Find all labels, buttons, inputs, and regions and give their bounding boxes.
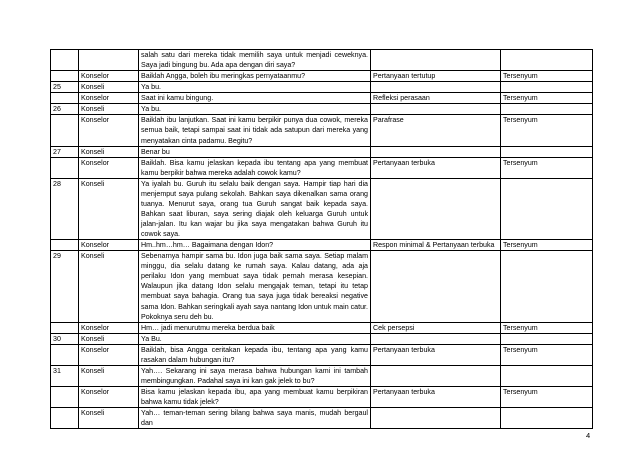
technique-cell: Pertanyaan terbuka [371,344,501,365]
row-number [51,240,79,251]
utterance-text: Ya iyalah bu. Guruh itu selalu baik dengan saya. Hampir tiap hari dia menjemput saya pulang sekolah. Bahkan saya dikenalkan sama orang tuanya. Menurut saya, orang tua Guruh sangat baik kepada saya. Bahkan saat liburan, saya sering diajak oleh keluarga Guruh untuk jalan-jalan. Itu kan wajar bu jika saya mengatakan bahwa Guruh itu cowok saya. [139,178,371,239]
row-number: 30 [51,333,79,344]
speaker-role: Konselor [79,157,139,178]
table-row [51,104,593,115]
row-number [51,157,79,178]
technique-cell [371,104,501,115]
utterance-text: Yah… teman-teman sering bilang bahwa saya manis, mudah bergaul dan [139,408,371,429]
row-number: 28 [51,178,79,239]
table-row [51,240,593,251]
utterance-text: Benar bu [139,146,371,157]
table-row [51,50,593,71]
nonverbal-cell [501,333,593,344]
table-row [51,115,593,146]
nonverbal-cell: Tersenyum [501,115,593,146]
technique-cell [371,408,501,429]
nonverbal-cell: Tersenyum [501,344,593,365]
speaker-role [79,50,139,71]
technique-cell [371,333,501,344]
utterance-text: Baiklah ibu lanjutkan. Saat ini kamu berpikir punya dua cowok, mereka semua baik, tetapi sampai saat ini tidak ada satupun dari mereka yang menyatakan cinta padamu. Begitu? [139,115,371,146]
table-row [51,365,593,386]
speaker-role: Konselor [79,387,139,408]
row-number [51,115,79,146]
nonverbal-cell: Tersenyum [501,157,593,178]
table-row [51,157,593,178]
nonverbal-cell [501,365,593,386]
page-number: 4 [586,431,591,440]
utterance-text: Sebenarnya hampir sama bu. Idon juga baik sama saya. Setiap malam minggu, dia selalu datang ke rumah saya. Kalau datang, ada aja perilaku Idon yang membuat saya tidak pernah merasa kesepian. Walaupun jika datang Idon selalu mengajak teman, tetapi itu tetap membuat saya bahagia. Orang tua saya juga tidak bereaksi negative sama Idon. Bahkan seringkali ayah saya nantang Idon untuk main catur. Pokoknya seru deh bu. [139,251,371,322]
row-number [51,322,79,333]
nonverbal-cell [501,146,593,157]
nonverbal-cell [501,82,593,93]
utterance-text: Baiklah, bisa Angga ceritakan kepada ibu, tentang apa yang kamu rasakan dalam hubungan itu? [139,344,371,365]
utterance-text: salah satu dari mereka tidak memilih saya untuk menjadi ceweknya. Saya jadi bingung bu. Ada apa dengan diri saya? [139,50,371,71]
speaker-role: Konselor [79,93,139,104]
row-number: 27 [51,146,79,157]
technique-cell [371,178,501,239]
table-row [51,71,593,82]
speaker-role: Konselor [79,322,139,333]
nonverbal-cell [501,178,593,239]
utterance-text: Yah…. Sekarang ini saya merasa bahwa hubungan kami ini tambah membingungkan. Padahal saya ini kan gak jelek to bu? [139,365,371,386]
row-number [51,408,79,429]
nonverbal-cell: Tersenyum [501,71,593,82]
speaker-role: Konseli [79,146,139,157]
row-number: 25 [51,82,79,93]
table-row [51,146,593,157]
technique-cell [371,50,501,71]
table-row [51,322,593,333]
speaker-role: Konseli [79,251,139,322]
technique-cell: Refleksi perasaan [371,93,501,104]
row-number: 26 [51,104,79,115]
utterance-text: Hm… jadi menurutmu mereka berdua baik [139,322,371,333]
nonverbal-cell: Tersenyum [501,387,593,408]
speaker-role: Konselor [79,115,139,146]
table-row [51,178,593,239]
table-row [51,333,593,344]
utterance-text: Baiklah. Bisa kamu jelaskan kepada ibu tentang apa yang membuat kamu berpikir bahwa mereka adalah cowok kamu? [139,157,371,178]
table-row [51,251,593,322]
row-number: 29 [51,251,79,322]
row-number [51,387,79,408]
table-row [51,344,593,365]
speaker-role: Konselor [79,71,139,82]
row-number [51,344,79,365]
speaker-role: Konseli [79,178,139,239]
row-number [51,50,79,71]
utterance-text: Ya bu. [139,82,371,93]
technique-cell [371,146,501,157]
utterance-text: Bisa kamu jelaskan kepada ibu, apa yang membuat kamu berpikiran bahwa kamu tidak jelek? [139,387,371,408]
nonverbal-cell [501,408,593,429]
table-row [51,93,593,104]
technique-cell: Parafrase [371,115,501,146]
dialogue-table-body [51,50,593,429]
utterance-text: Ya Bu. [139,333,371,344]
speaker-role: Konseli [79,82,139,93]
technique-cell: Pertanyaan tertutup [371,71,501,82]
utterance-text: Hm..hm…hm… Bagaimana dengan Idon? [139,240,371,251]
speaker-role: Konselor [79,240,139,251]
technique-cell [371,82,501,93]
nonverbal-cell [501,251,593,322]
technique-cell [371,365,501,386]
speaker-role: Konseli [79,408,139,429]
technique-cell [371,251,501,322]
table-row [51,387,593,408]
dialogue-table [50,49,593,429]
speaker-role: Konseli [79,104,139,115]
speaker-role: Konseli [79,333,139,344]
utterance-text: Ya bu. [139,104,371,115]
row-number [51,71,79,82]
technique-cell: Respon minimal & Pertanyaan terbuka [371,240,501,251]
nonverbal-cell: Tersenyum [501,240,593,251]
table-row [51,408,593,429]
utterance-text: Saat ini kamu bingung. [139,93,371,104]
nonverbal-cell [501,50,593,71]
row-number [51,93,79,104]
utterance-text: Baiklah Angga, boleh ibu meringkas pernyataanmu? [139,71,371,82]
nonverbal-cell: Tersenyum [501,322,593,333]
technique-cell: Pertanyaan terbuka [371,387,501,408]
row-number: 31 [51,365,79,386]
nonverbal-cell: Tersenyum [501,93,593,104]
speaker-role: Konseli [79,365,139,386]
technique-cell: Cek persepsi [371,322,501,333]
speaker-role: Konselor [79,344,139,365]
technique-cell: Pertanyaan terbuka [371,157,501,178]
table-row [51,82,593,93]
nonverbal-cell [501,104,593,115]
